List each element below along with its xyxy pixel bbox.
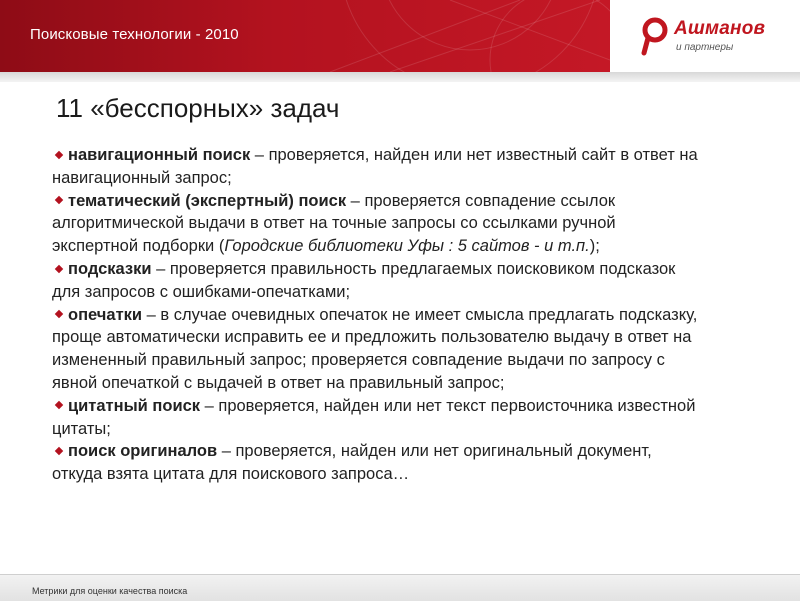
list-item <box>52 304 702 395</box>
item-text: – проверяется, найден или нет оригинальный документ, откуда взята цитата для поискового запроса… <box>52 442 652 484</box>
list-item <box>52 190 702 258</box>
diamond-bullet-icon <box>55 150 63 158</box>
item-term: опечатки <box>68 305 143 324</box>
item-term: навигационный поиск <box>68 146 251 164</box>
item-term: цитатный поиск <box>68 396 201 415</box>
item-text: – проверяется, найден или нет текст первоисточника известной цитаты; <box>52 396 696 438</box>
list-item <box>52 258 702 304</box>
list-item <box>52 395 702 441</box>
item-text: – в случае очевидных опечаток не имеет смысла предлагать подсказку, проще автоматически исправить ее и предложить пользователю выдачу в ответ на измененный правильный запрос; проверяется совпадение выдачи по запросу с явной опечаткой с выдачей в ответ на правильный запрос; <box>52 305 698 392</box>
brand-name: Ашманов <box>674 18 766 39</box>
item-text: – проверяется совпадение ссылок алгоритмической выдачи в ответ на точные запросы со ссылками ручной экспертной подборки ( <box>52 191 616 256</box>
header-divider <box>0 72 800 82</box>
diamond-bullet-icon <box>55 196 63 204</box>
item-term: поиск оригиналов <box>68 442 218 461</box>
logo-area <box>610 0 800 72</box>
item-term: тематический (экспертный) поиск <box>68 191 347 210</box>
task-list <box>52 144 702 486</box>
item-text-after: ); <box>589 237 600 256</box>
brand-subtitle: и партнеры <box>676 42 734 53</box>
item-example: Городские библиотеки Уфы : 5 сайтов - и т.п. <box>224 237 590 256</box>
item-term: подсказки <box>68 259 152 278</box>
footer-text: Метрики для оценки качества поиска <box>32 586 188 596</box>
diamond-bullet-icon <box>55 447 63 455</box>
diamond-bullet-icon <box>55 310 63 318</box>
presentation-title: Поисковые технологии - 2010 <box>30 26 239 43</box>
diamond-bullet-icon <box>55 401 63 409</box>
list-item <box>52 440 702 486</box>
list-item <box>52 144 702 190</box>
item-text: – проверяется, найден или нет известный сайт в ответ на навигационный запрос; <box>52 146 698 187</box>
diamond-bullet-icon <box>55 264 63 272</box>
item-text: – проверяется правильность предлагаемых поисковиком подсказок для запросов с ошибками-опечатками; <box>52 259 676 301</box>
header-banner <box>0 0 610 72</box>
brand-logo-icon <box>640 16 670 56</box>
slide-title: 11 «бесспорных» задач <box>56 93 340 123</box>
